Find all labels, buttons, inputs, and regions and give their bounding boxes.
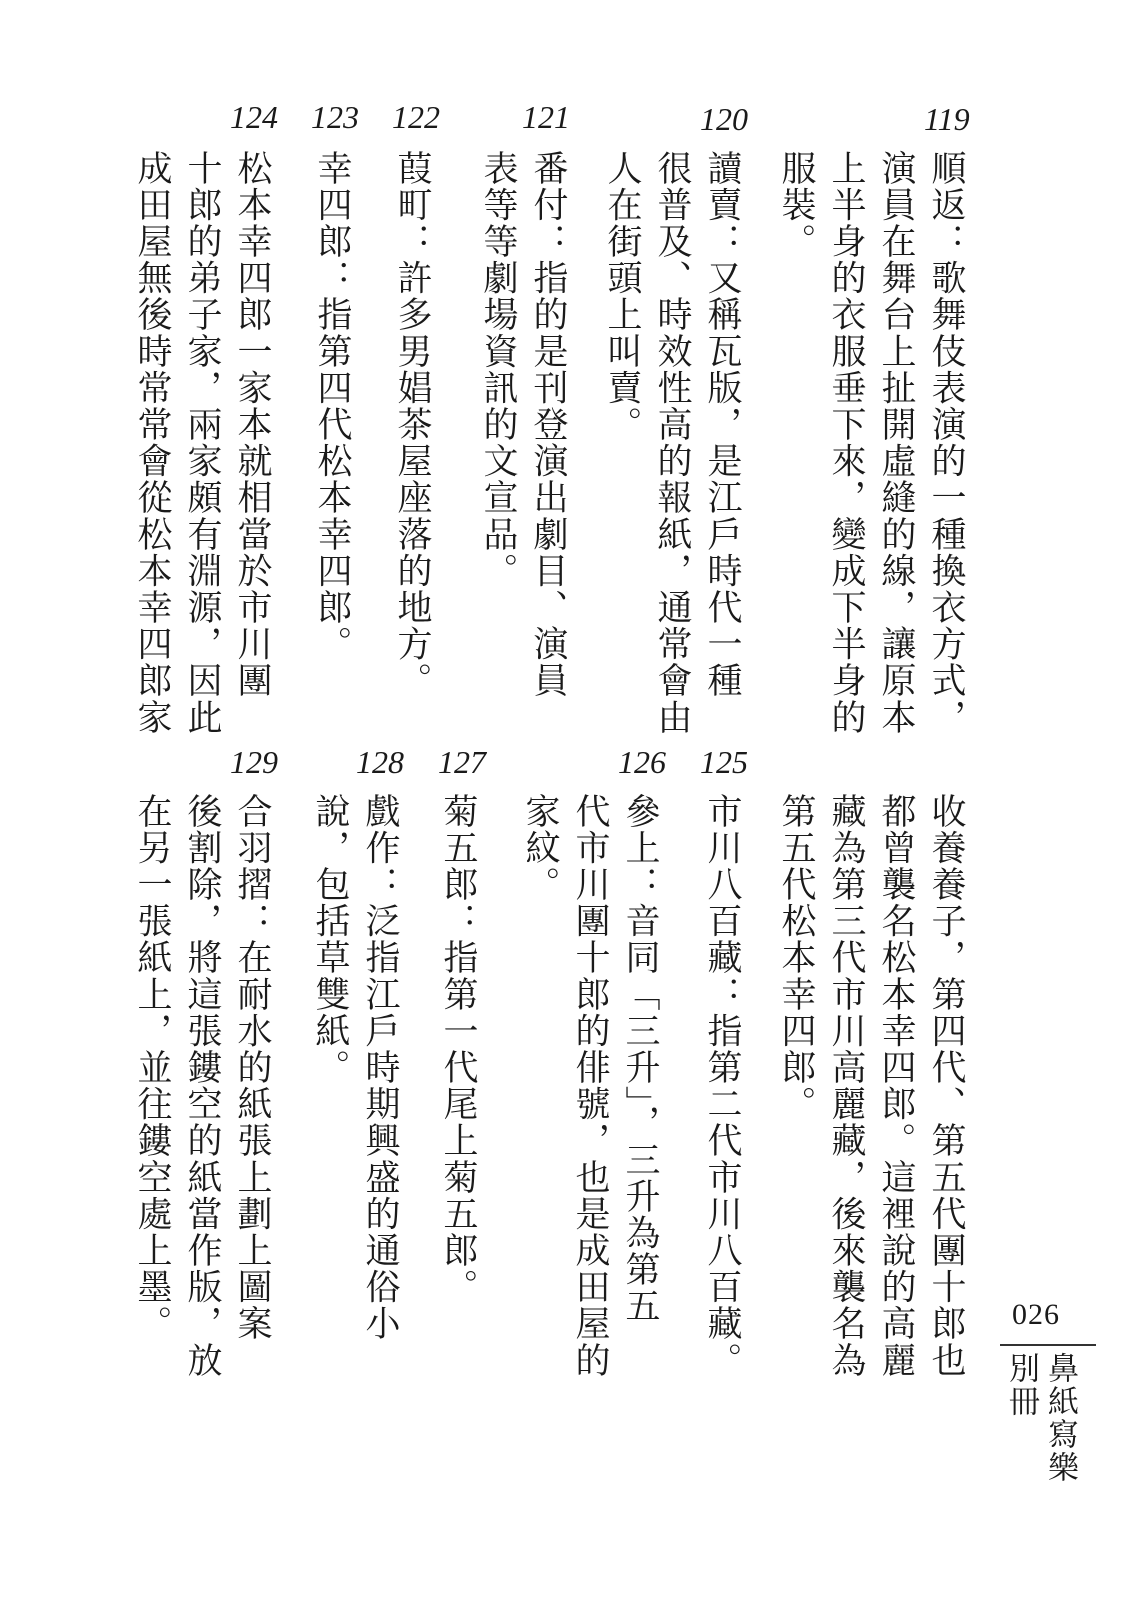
note-119-line-1: 順返：歌舞伎表演的一種換衣方式， — [926, 150, 966, 736]
page-number: 026 — [1012, 1298, 1060, 1331]
note-129-line-1: 合羽摺：在耐水的紙張上劃上圖案 — [232, 793, 272, 1342]
note-124-cont-line-3: 藏為第三代市川高麗藏，後來襲名為 — [826, 793, 866, 1379]
note-number-121: 121 — [522, 99, 570, 135]
note-number-119: 119 — [924, 101, 970, 137]
note-124-line-1: 松本幸四郎一家本就相當於市川團 — [232, 150, 272, 699]
note-126-line-2: 代市川團十郎的俳號，也是成田屋的 — [570, 793, 610, 1379]
note-119-line-4: 服裝。 — [776, 150, 816, 260]
note-120-line-2: 很普及、時效性高的報紙，通常會由 — [652, 150, 692, 736]
note-number-127: 127 — [438, 744, 486, 780]
note-number-122: 122 — [392, 99, 440, 135]
note-120-line-1: 讀賣：又稱瓦版，是江戶時代一種 — [702, 150, 742, 699]
note-number-129: 129 — [230, 744, 278, 780]
note-127-line-1: 菊五郎：指第一代尾上菊五郎。 — [438, 793, 478, 1306]
note-number-124: 124 — [230, 99, 278, 135]
note-number-123: 123 — [311, 99, 359, 135]
note-124-line-2: 十郎的弟子家，兩家頗有淵源，因此 — [182, 150, 222, 736]
page-number-rule — [1000, 1344, 1096, 1346]
note-124-cont-line-2: 都曾襲名松本幸四郎。這裡說的高麗 — [876, 793, 916, 1379]
book-subtitle: 別冊 — [1003, 1352, 1039, 1418]
note-124-cont-line-4: 第五代松本幸四郎。 — [776, 793, 816, 1123]
note-119-line-3: 上半身的衣服垂下來，變成下半身的 — [826, 150, 866, 736]
note-121-line-1: 番付：指的是刊登演出劇目、演員 — [528, 150, 568, 699]
book-title: 鼻紙寫樂 — [1042, 1352, 1078, 1484]
note-124-cont-line-1: 收養養子，第四代、第五代團十郎也 — [926, 793, 966, 1379]
note-128-line-2: 說，包括草雙紙。 — [310, 793, 350, 1086]
note-126-line-1: 參上：音同「三升」，三升為第五 — [620, 793, 660, 1325]
note-128-line-1: 戲作：泛指江戶時期興盛的通俗小 — [360, 793, 400, 1342]
note-124-line-3: 成田屋無後時常常會從松本幸四郎家 — [132, 150, 172, 736]
note-number-120: 120 — [700, 101, 748, 137]
note-120-line-3: 人在街頭上叫賣。 — [602, 150, 642, 443]
note-number-125: 125 — [700, 744, 748, 780]
note-122-line-1: 葭町：許多男娼茶屋座落的地方。 — [392, 150, 432, 699]
note-129-line-3: 在另一張紙上，並往鏤空處上墨。 — [132, 793, 172, 1342]
note-129-line-2: 後割除，將這張鏤空的紙當作版，放 — [182, 793, 222, 1379]
note-123-line-1: 幸四郎：指第四代松本幸四郎。 — [312, 150, 352, 663]
note-121-line-2: 表等等劇場資訊的文宣品。 — [478, 150, 518, 590]
note-number-128: 128 — [356, 744, 404, 780]
note-number-126: 126 — [618, 744, 666, 780]
note-126-line-3: 家紋。 — [520, 793, 560, 903]
note-125-line-1: 市川八百藏：指第二代市川八百藏。 — [702, 793, 742, 1379]
note-119-line-2: 演員在舞台上扯開虛縫的線，讓原本 — [876, 150, 916, 736]
